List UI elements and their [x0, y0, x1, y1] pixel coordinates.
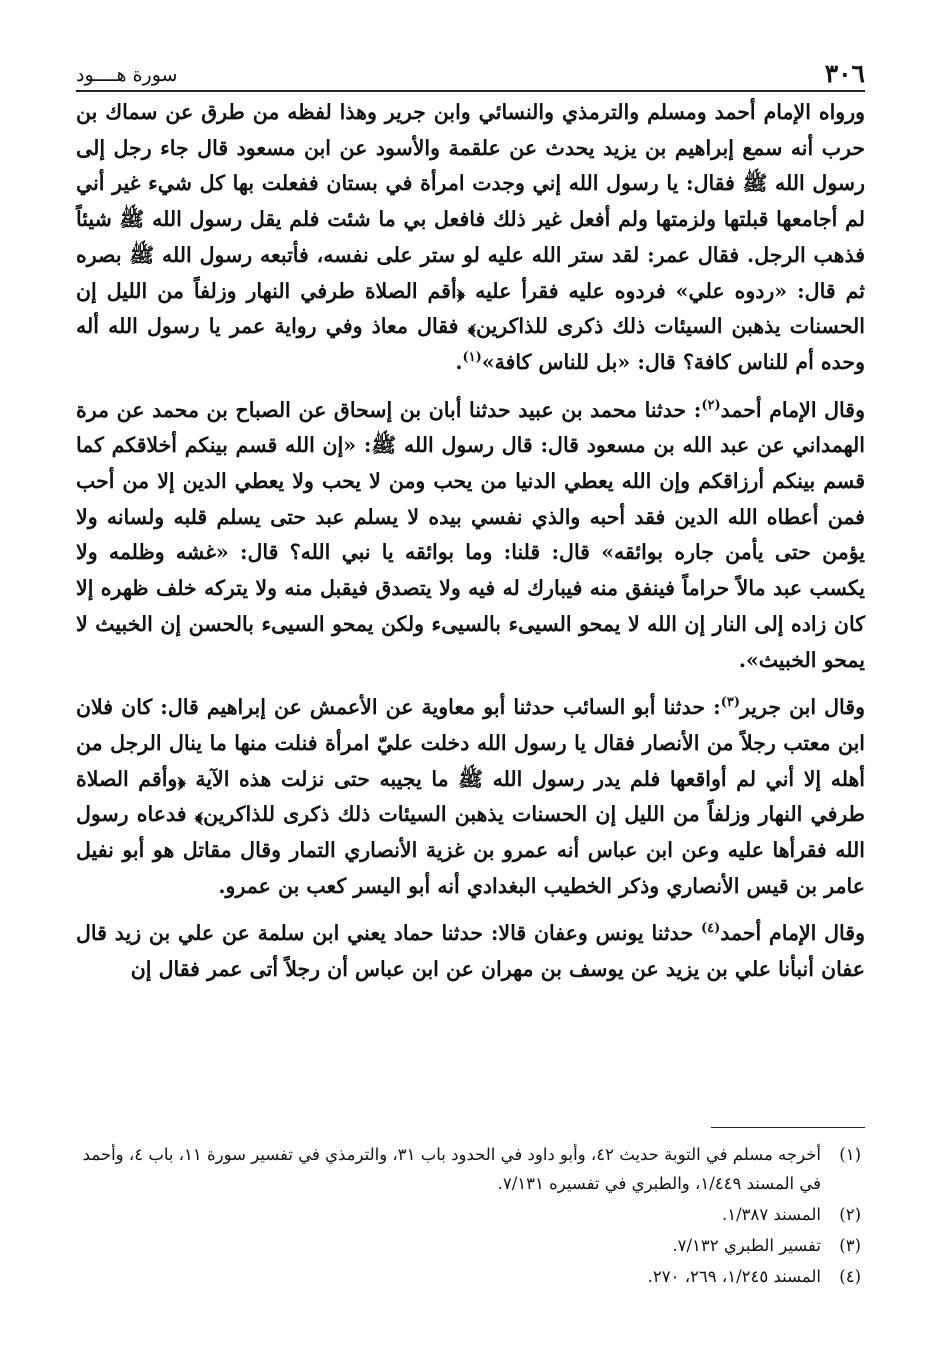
paragraph-1-tail: .	[455, 349, 463, 374]
paragraph-3-lead: وقال ابن جرير	[740, 695, 865, 720]
footnotes	[76, 1140, 861, 1293]
footnote-text: المسند ١/٢٤٥، ٢٦٩، ٢٧٠.	[647, 1267, 821, 1286]
paragraph-4	[76, 916, 865, 987]
footnote-text: أخرجه مسلم في التوبة حديث ٤٢، وأبو داود في الحدود باب ٣١، والترمذي في تفسير سورة ١١، باب ٤، وأحمد في المسند ١/٤٤٩، والطبري في تفسيره ٧/١٣١.	[82, 1145, 821, 1193]
paragraph-4-text: حدثنا يونس وعفان قالا: حدثنا حماد يعني ابن سلمة عن علي بن زيد قال عفان أنبأنا علي بن يزيد عن يوسف بن مهران عن ابن عباس أن رجلاً أتى عمر فقال إن	[76, 921, 865, 982]
paragraph-3-text: : حدثنا أبو السائب حدثنا أبو معاوية عن الأعمش عن إبراهيم قال: كان فلان ابن معتب رجلاً من الأنصار فقال يا رسول الله دخلت عليّ امرأة فنلت منها ما ينال الرجل من أهله إلا أني لم أواقعها فلم يدر رسول الله ﷺ ما يجيبه حتى نزلت هذه الآية ﴿وأقم الصلاة طرفي النهار وزلفاً من الليل إن الحسنات يذهبن السيئات ذلك ذكرى للذاكرين﴾ فدعاه رسول الله فقرأها عليه وعن ابن عباس أنه عمرو بن غزية الأنصاري التمار وقال مقاتل هو أبو نفيل عامر بن قيس الأنصاري وذكر الخطيب البغدادي أنه أبو اليسر كعب بن عمرو.	[76, 695, 865, 898]
footnote-number: (٤)	[839, 1267, 861, 1286]
paragraph-3	[76, 690, 865, 904]
footnote-number: (٣)	[839, 1236, 861, 1255]
footnote-2	[76, 1200, 861, 1229]
footnote-number: (١)	[839, 1145, 861, 1164]
paragraph-2-lead: وقال الإمام أحمد	[720, 397, 865, 422]
footnote-text: تفسير الطبري ٧/١٣٢.	[672, 1236, 821, 1255]
footnote-rule	[711, 1127, 865, 1128]
footnote-number: (٢)	[839, 1205, 861, 1224]
paragraph-2	[76, 393, 865, 679]
main-text	[76, 95, 865, 1000]
footnote-ref-1[interactable]: (١)	[462, 350, 482, 366]
paragraph-1	[76, 95, 865, 381]
footnote-ref-3[interactable]: (٣)	[720, 695, 740, 711]
paragraph-4-lead: وقال الإمام أحمد	[720, 921, 865, 946]
footnote-4	[76, 1262, 861, 1291]
footnote-1	[76, 1140, 861, 1198]
surah-title: سورة هــــود	[76, 64, 178, 86]
footnote-ref-4[interactable]: (٤)	[700, 921, 721, 937]
header-rule	[76, 90, 865, 92]
footnote-3	[76, 1231, 861, 1260]
paragraph-2-text: : حدثنا محمد بن عبيد حدثنا أبان بن إسحاق عن الصباح بن محمد عن مرة الهمداني عن عبد الله بن مسعود قال: قال رسول الله ﷺ: «إن الله قسم بينكم أخلاقكم كما قسم بينكم أرزاقكم وإن الله يعطي الدنيا من يحب ومن لا يحب ولا يعطي الدين إلا من أحب فمن أعطاه الله الدين فقد أحبه والذي نفسي بيده لا يسلم عبد حتى يسلم قلبه ولسانه ولا يؤمن حتى يأمن جاره بوائقه» قال: قلنا: وما بوائقه يا نبي الله؟ قال: «غشه وظلمه ولا يكسب عبد مالاً حراماً فينفق منه فيبارك له فيه ولا يتصدق فيقبل منه ولا يتركه خلف ظهره إلا كان زاده إلى النار إن الله لا يمحو السيىء بالسيىء ولكن يمحو السيىء بالحسن إن الخبيث لا يمحو الخبيث».	[76, 397, 865, 672]
footnote-text: المسند ١/٣٨٧.	[721, 1205, 821, 1224]
page-header	[76, 48, 865, 88]
page-number: ٣٠٦	[824, 59, 865, 88]
footnote-ref-2[interactable]: (٢)	[701, 397, 721, 413]
paragraph-1-text: ورواه الإمام أحمد ومسلم والترمذي والنسائي وابن جرير وهذا لفظه من طرق عن سماك بن حرب أنه سمع إبراهيم بن يزيد يحدث عن علقمة والأسود عن ابن مسعود قال جاء رجل إلى رسول الله ﷺ فقال: يا رسول الله إني وجدت امرأة في بستان ففعلت بها كل شيء غير أني لم أجامعها قبلتها ولزمتها ولم أفعل غير ذلك فافعل بي ما شئت فلم يقل رسول الله ﷺ شيئاً فذهب الرجل. فقال عمر: لقد ستر الله عليه لو ستر على نفسه، فأتبعه رسول الله ﷺ بصره ثم قال: «ردوه علي» فردوه عليه فقرأ عليه ﴿أقم الصلاة طرفي النهار وزلفاً من الليل إن الحسنات يذهبن السيئات ذلك ذكرى للذاكرين﴾ فقال معاذ وفي رواية عمر يا رسول الله أله وحده أم للناس كافة؟ قال: «بل للناس كافة»	[76, 100, 866, 374]
